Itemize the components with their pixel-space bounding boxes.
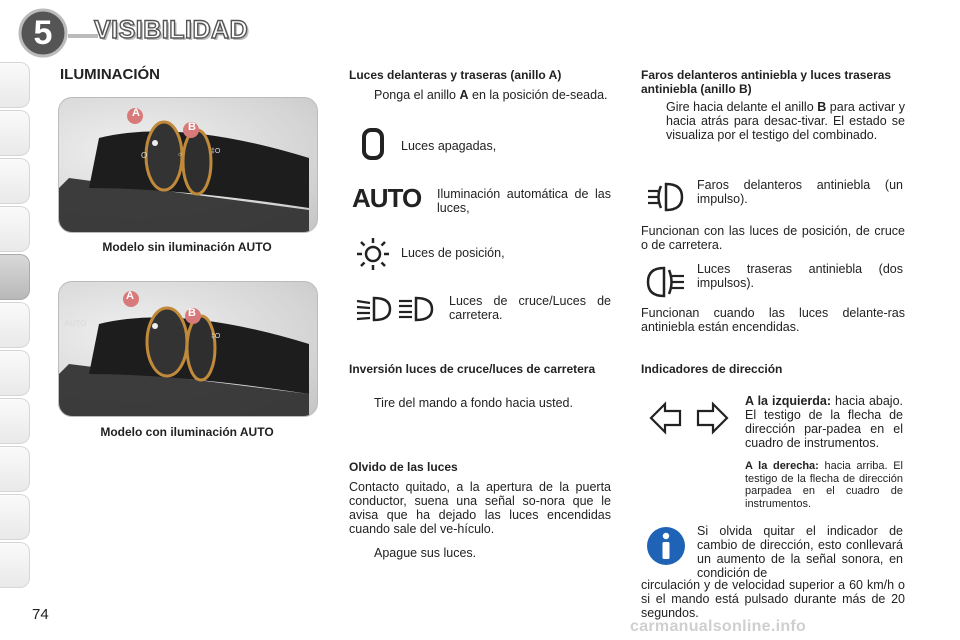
photo-caption: Modelo con iluminación AUTO [100, 425, 274, 439]
info-text: Si olvida quitar el indicador de cambio de dirección, esto conllevará un aumento de la señal sonora, en condición de [697, 524, 903, 580]
rear-fog-text: Luces traseras antiniebla (dos impulsos). [697, 262, 903, 290]
indicator-right-desc: hacia arriba. El testigo de la flecha de dirección parpadea en el cuadro de instrumentos. [745, 460, 903, 510]
chapter-tab[interactable] [0, 110, 30, 156]
indicator-right-label: A la derecha: [745, 460, 819, 472]
bullet-text: para activar y hacia atrás para desac-tivar. El estado se visualiza por el testigo del combinado. [666, 100, 905, 142]
item-lights-off: Luces apagadas, [401, 139, 497, 153]
svg-text:‡O: ‡O [211, 148, 221, 155]
ring-b-label: B [188, 307, 196, 319]
bullet-item [351, 546, 611, 562]
bullet-text: Ponga el anillo [374, 88, 460, 102]
bullet-bold: B [817, 100, 827, 114]
bullet-item [351, 396, 611, 412]
svg-text:‡O: ‡O [211, 333, 221, 340]
inversion-heading: Inversión luces de cruce/luces de carretera [349, 362, 596, 376]
item-position-lights: Luces de posición, [401, 246, 505, 260]
chapter-title: VISIBILIDAD [94, 16, 249, 44]
fog-lights-heading: Faros delanteros antiniebla y luces traseras antiniebla (anillo B) [641, 68, 892, 96]
bullet-text: Gire hacia delante el anillo [666, 100, 818, 114]
chapter-tab[interactable] [0, 62, 30, 108]
indicators-heading: Indicadores de dirección [641, 362, 783, 376]
stalk-photo-no-auto [58, 97, 318, 233]
forgot-lights-text: Contacto quitado, a la apertura de la puerta conductor, suena una señal so-nora que le avisa que ha dejado las luces encendidas cuando sale del ve-hículo. [349, 480, 611, 536]
chapter-tab-active[interactable] [0, 254, 30, 300]
chapter-tab[interactable] [0, 158, 30, 204]
dipped-main-beam-icon [354, 294, 436, 324]
stalk-photo-auto [58, 281, 318, 417]
indicator-right-text [745, 460, 903, 510]
lights-heading: Luces delanteras y traseras (anillo A) [349, 68, 562, 82]
stalk-auto-text: AUTO [64, 319, 87, 328]
bullet-item [643, 100, 905, 156]
lights-off-icon [360, 127, 386, 161]
turn-indicator-icons [648, 401, 730, 435]
chapter-tab[interactable] [0, 302, 30, 348]
svg-text:☼: ☼ [177, 151, 184, 158]
info-text-continued: circulación y de velocidad superior a 60 km/h o si el mando está pulsado durante más de 20 segundos. [641, 578, 905, 620]
chapter-tab[interactable] [0, 206, 30, 252]
page-number: 74 [32, 606, 49, 623]
ring-a-label: A [132, 107, 140, 119]
bullet-text: en la posición de-seada. [468, 88, 608, 102]
photo-caption: Modelo sin iluminación AUTO [102, 240, 272, 254]
indicator-left-label: A la izquierda: [745, 394, 832, 408]
bullet-text: Tire del mando a fondo hacia usted. [374, 396, 573, 410]
info-icon [646, 526, 686, 566]
ring-a-label: A [126, 290, 134, 302]
item-dipped-main-beam: Luces de cruce/Luces de carretera. [449, 294, 611, 322]
forgot-lights-heading: Olvido de las luces [349, 460, 458, 474]
rear-fog-icon [646, 264, 686, 300]
front-fog-text: Faros delanteros antiniebla (un impulso). [697, 178, 903, 206]
stalk-illustration [59, 98, 317, 232]
chapter-number: 5 [33, 14, 53, 52]
front-fog-icon [646, 180, 686, 214]
chapter-tab[interactable] [0, 494, 30, 540]
auto-icon: AUTO [352, 183, 422, 213]
stalk-illustration [59, 282, 317, 416]
item-auto-lights: Iluminación automática de las luces, [437, 187, 611, 215]
svg-text:O: O [141, 151, 148, 160]
bullet-text: Apague sus luces. [374, 546, 477, 560]
chapter-tabs [0, 0, 34, 640]
front-fog-note: Funcionan con las luces de posición, de cruce o de carretera. [641, 224, 905, 252]
watermark: carmanualsonline.info [630, 618, 807, 635]
position-lights-icon [355, 236, 391, 272]
indicator-left-desc: hacia abajo. El testigo de la flecha de dirección par-padea en el cuadro de instrumentos. [745, 394, 904, 450]
bullet-bold: A [459, 88, 469, 102]
bullet-item [351, 88, 611, 118]
rear-fog-note: Funcionan cuando las luces delante-ras antiniebla están encendidas. [641, 306, 905, 334]
ring-b-label: B [188, 121, 196, 133]
chapter-tab[interactable] [0, 350, 30, 396]
chapter-tab[interactable] [0, 542, 30, 588]
section-heading: ILUMINACIÓN [60, 66, 160, 83]
chapter-tab[interactable] [0, 446, 30, 492]
chapter-tab[interactable] [0, 398, 30, 444]
indicator-left-text [745, 394, 903, 450]
